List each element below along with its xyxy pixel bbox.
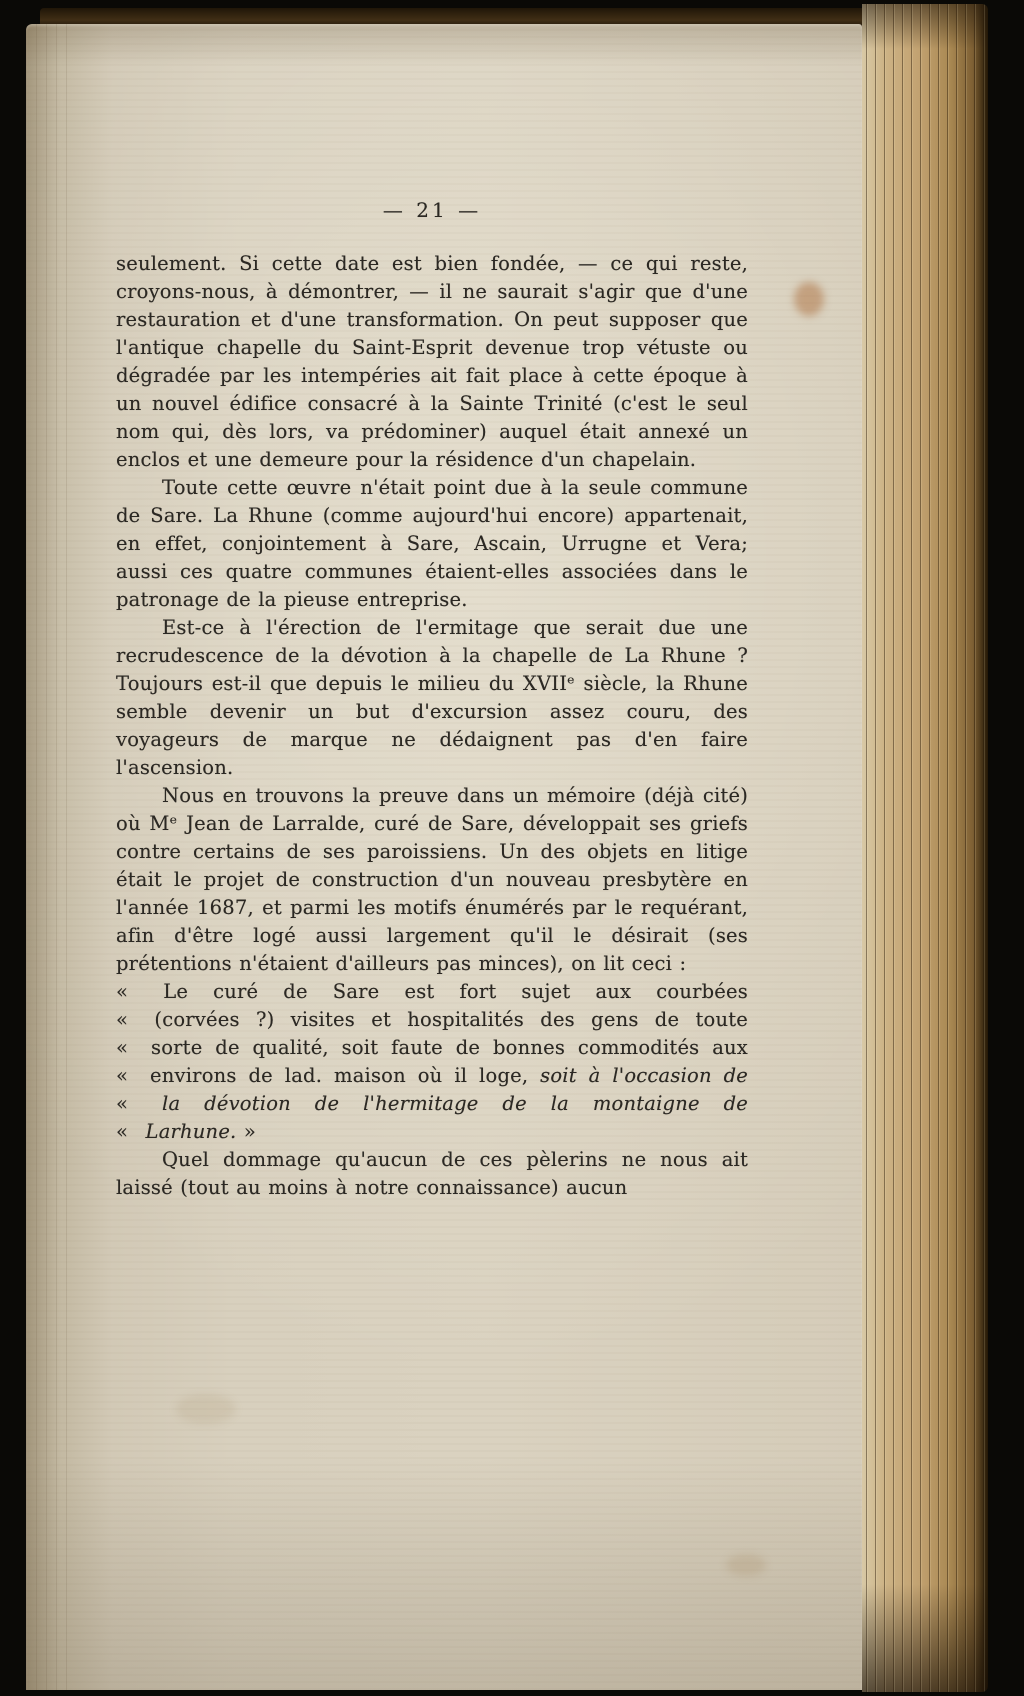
quote-guillemet: «	[116, 1092, 129, 1115]
quote-guillemet: «	[116, 1120, 129, 1143]
quote-line	[116, 1062, 748, 1090]
quote-guillemet: «	[116, 980, 129, 1003]
quote-guillemet: «	[116, 1036, 129, 1059]
quote-text: sorte de qualité, soit faute de bonnes commodités aux	[150, 1036, 749, 1059]
page-gutter	[26, 24, 72, 1690]
foxing-spot	[176, 1394, 236, 1424]
quote-line	[116, 1006, 748, 1034]
paragraph-2: Toute cette œuvre n'était point due à la seule commune de Sare. La Rhune (comme aujourd'hui encore) appartenait, en effet, conjointement à Sare, Ascain, Urrugne et Vera; aussi ces quatre communes étaient-elles associées dans le patronage de la pieuse entreprise.	[116, 476, 748, 611]
quote-text: (corvées ?) visites et hospitalités des gens de toute	[154, 1008, 748, 1031]
quote-line	[116, 978, 748, 1006]
quote-guillemet: «	[116, 1064, 129, 1087]
block-quote	[116, 978, 748, 1146]
quote-text-italic: soit à l'occasion de	[540, 1064, 748, 1087]
quote-text-italic: Larhune.	[145, 1120, 237, 1143]
quote-guillemet: «	[116, 1008, 129, 1031]
quote-line	[116, 1090, 748, 1118]
quote-text: Le curé de Sare est fort sujet aux courbées	[163, 980, 748, 1003]
foxing-spot	[794, 282, 824, 316]
quote-closing-guillemet: »	[243, 1120, 257, 1143]
paragraph-1: seulement. Si cette date est bien fondée, — ce qui reste, croyons-nous, à démontrer, — il ne saurait s'agir que d'une restauration et d'une transformation. On peut supposer que l'antique chapelle du Saint-Esprit devenue trop vétuste ou dégradée par les intempéries ait fait place à cette époque à un nouvel édifice consacré à la Sainte Trinité (c'est le seul nom qui, dès lors, va prédominer) auquel était annexé un enclos et une demeure pour la résidence d'un chapelain.	[116, 252, 748, 471]
page-text-block	[116, 196, 748, 1202]
foxing-spot	[726, 1554, 766, 1576]
quote-text: environs de lad. maison où il loge,	[150, 1064, 529, 1087]
paragraph-5: Quel dommage qu'aucun de ces pèlerins ne nous ait laissé (tout au moins à notre connaissance) aucun	[116, 1148, 748, 1199]
book-page	[26, 24, 862, 1690]
page-number: — 21 —	[382, 198, 482, 222]
paragraph-3: Est-ce à l'érection de l'ermitage que serait due une recrudescence de la dévotion à la chapelle de La Rhune ? Toujours est-il que depuis le milieu du XVIIᵉ siècle, la Rhune semble devenir un but d'excursion assez couru, des voyageurs de marque ne dédaignent pas d'en faire l'ascension.	[116, 616, 748, 779]
quote-line	[116, 1118, 748, 1146]
page-edges-stack	[862, 4, 988, 1692]
paragraph-4: Nous en trouvons la preuve dans un mémoire (déjà cité) où Mᵉ Jean de Larralde, curé de Sare, développait ses griefs contre certains de ses paroissiens. Un des objets en litige était le projet de construction d'un nouveau presbytère en l'année 1687, et parmi les motifs énumérés par le requérant, afin d'être logé aussi largement qu'il le désirait (ses prétentions n'étaient d'ailleurs pas minces), on lit ceci :	[116, 784, 748, 975]
quote-text-italic: la dévotion de l'hermitage de la montaigne de	[162, 1092, 748, 1115]
quote-line	[116, 1034, 748, 1062]
